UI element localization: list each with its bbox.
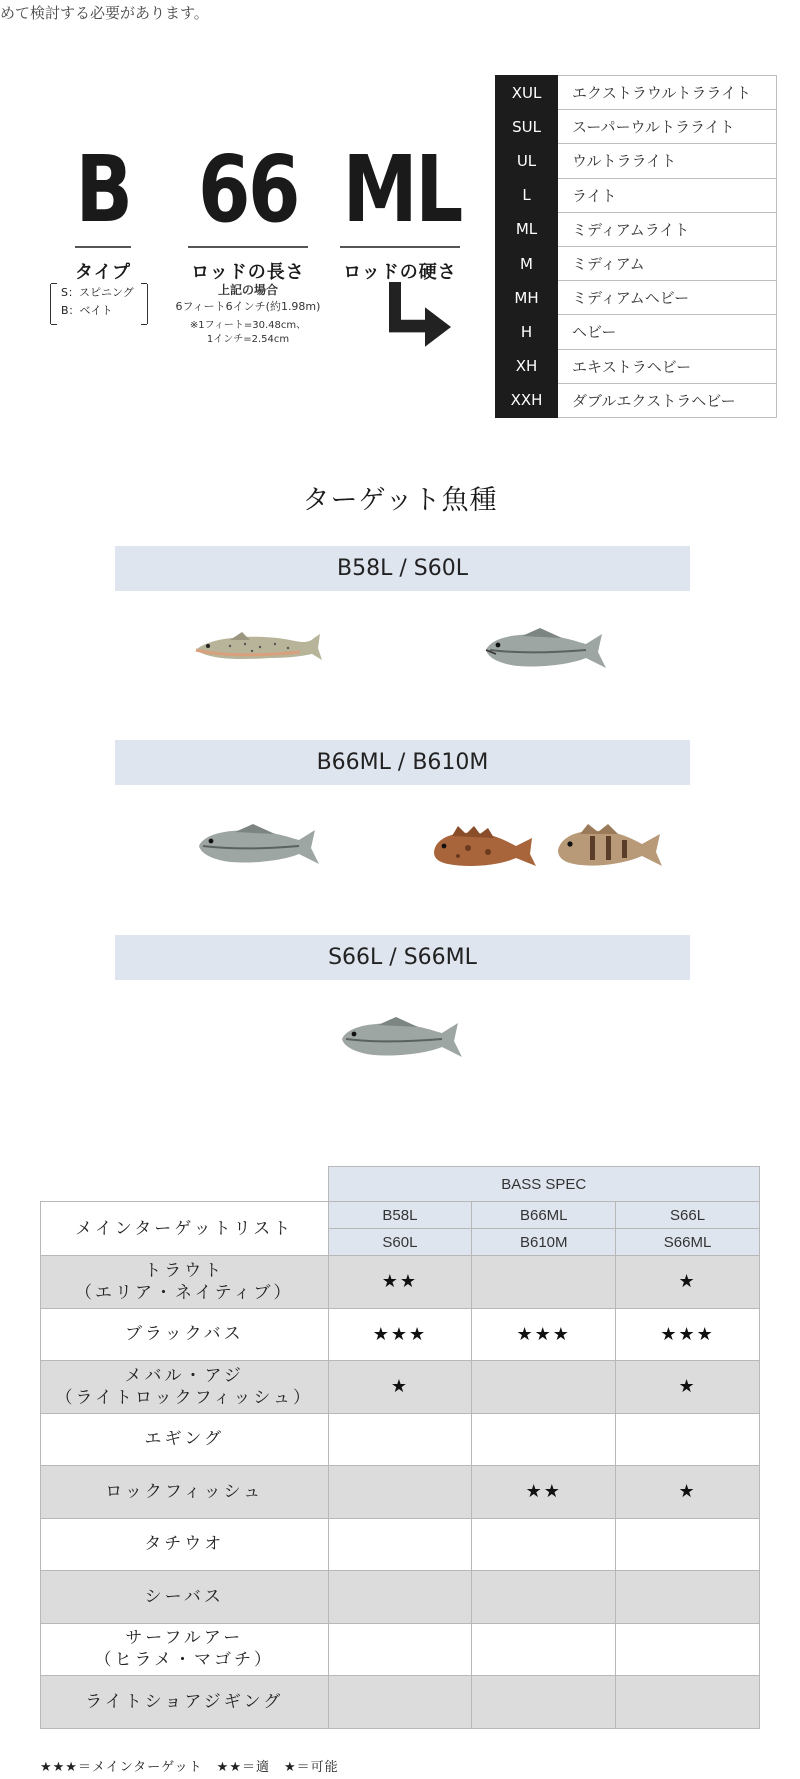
spec-corner <box>41 1167 329 1202</box>
power-row <box>496 212 777 246</box>
target-title: ターゲット魚種 <box>302 485 498 516</box>
spec-row <box>41 1623 760 1676</box>
power-name-cell: ミディアムライト <box>558 212 777 246</box>
power-code: ML <box>342 136 461 243</box>
target-label <box>41 1466 329 1519</box>
spec-row <box>41 1361 760 1414</box>
rating-cell: ★★ <box>328 1256 472 1309</box>
target-label-sub: （エリア・ネイティブ） <box>75 1282 294 1303</box>
target-label-main: メバル・アジ <box>124 1365 244 1386</box>
rating-cell: ★★★ <box>616 1308 760 1361</box>
power-name-cell: スーパーウルトラライト <box>558 110 777 144</box>
rating-cell <box>616 1518 760 1571</box>
power-code-cell: UL <box>496 144 558 178</box>
rating-cell: ★ <box>328 1361 472 1414</box>
rating-cell <box>328 1676 472 1729</box>
model-header: B66ML <box>472 1202 616 1229</box>
bass-image <box>338 1017 466 1063</box>
rating-legend: ★★★＝メインターゲット ★★＝適 ★＝可能 <box>40 1760 339 1775</box>
power-name-cell: ミディアム <box>558 246 777 280</box>
rating-cell <box>328 1413 472 1466</box>
scorpionfish-image <box>428 826 538 872</box>
power-code-cell: MH <box>496 281 558 315</box>
model-header: B610M <box>472 1229 616 1256</box>
rating-cell <box>616 1413 760 1466</box>
trout-image <box>190 626 325 668</box>
rockfish-image <box>554 822 664 872</box>
type-options <box>50 284 148 324</box>
spec-row-header: メインターゲットリスト <box>41 1202 329 1256</box>
power-row <box>496 110 777 144</box>
model-header: S66ML <box>616 1229 760 1256</box>
length-note-title: 上記の場合 <box>217 283 278 297</box>
arrow-right-icon <box>383 282 453 348</box>
target-label <box>41 1571 329 1624</box>
rating-cell <box>328 1518 472 1571</box>
type-option-bait: B：ベイト <box>61 304 113 317</box>
target-label <box>41 1413 329 1466</box>
rating-cell: ★ <box>616 1361 760 1414</box>
target-group-label: B66ML / B610M <box>115 740 690 785</box>
power-row <box>496 315 777 349</box>
target-label-sub: （ヒラメ・マゴチ） <box>94 1650 274 1671</box>
power-row <box>496 76 777 110</box>
rating-cell <box>328 1571 472 1624</box>
bass-image <box>195 824 323 870</box>
power-row <box>496 383 777 417</box>
power-code-cell: XUL <box>496 76 558 110</box>
power-code-cell: XXH <box>496 383 558 417</box>
power-name-cell: ライト <box>558 178 777 212</box>
type-label: タイプ <box>74 262 132 283</box>
model-header: S60L <box>328 1229 472 1256</box>
length-column <box>178 136 318 284</box>
spec-row <box>41 1571 760 1624</box>
spec-row <box>41 1308 760 1361</box>
power-code-cell: SUL <box>496 110 558 144</box>
rating-cell <box>472 1676 616 1729</box>
target-label-main: シーバス <box>144 1586 224 1607</box>
length-note <box>168 281 328 347</box>
spec-row <box>41 1518 760 1571</box>
target-group-label: B58L / S60L <box>115 546 690 591</box>
target-label-main: トラウト <box>144 1260 225 1281</box>
target-label <box>41 1623 329 1676</box>
target-label <box>41 1308 329 1361</box>
power-column <box>330 136 470 284</box>
rating-cell <box>472 1413 616 1466</box>
rating-cell <box>328 1466 472 1519</box>
type-option-spinning: S：スピニング <box>61 286 134 299</box>
power-name-cell: ウルトラライト <box>558 144 777 178</box>
spec-row <box>41 1413 760 1466</box>
rating-cell <box>472 1571 616 1624</box>
type-code: B <box>75 136 131 243</box>
length-note-conversion-inch: 1インチ=2.54cm <box>206 334 290 345</box>
length-label: ロッドの長さ <box>191 262 305 283</box>
rating-cell <box>472 1623 616 1676</box>
target-label <box>41 1676 329 1729</box>
power-code-cell: H <box>496 315 558 349</box>
rating-cell <box>472 1256 616 1309</box>
target-label-main: タチウオ <box>144 1534 225 1555</box>
length-divider <box>188 246 308 248</box>
power-name-cell: ミディアムヘビー <box>558 281 777 315</box>
power-name-cell: ダブルエクストラヘビー <box>558 383 777 417</box>
rating-cell <box>616 1676 760 1729</box>
power-table <box>495 75 777 418</box>
power-code-cell: M <box>496 246 558 280</box>
rating-cell <box>616 1571 760 1624</box>
rating-cell: ★ <box>616 1466 760 1519</box>
power-code-cell: XH <box>496 349 558 383</box>
power-row <box>496 349 777 383</box>
target-label-main: ライトショアジギング <box>85 1691 284 1712</box>
spec-group-header: BASS SPEC <box>328 1167 759 1202</box>
length-note-value: 6フィート6インチ(約1.98m) <box>175 300 321 313</box>
intro-text: めて検討する必要があります。 <box>0 4 209 22</box>
rating-cell: ★★★ <box>328 1308 472 1361</box>
power-name-cell: エキストラヘビー <box>558 349 777 383</box>
spec-table <box>40 1166 760 1729</box>
spec-row <box>41 1256 760 1309</box>
type-divider <box>75 246 131 248</box>
power-row <box>496 178 777 212</box>
power-code-cell: ML <box>496 212 558 246</box>
spec-row <box>41 1466 760 1519</box>
bass-image <box>482 628 610 674</box>
target-label <box>41 1361 329 1414</box>
rating-cell: ★★★ <box>472 1308 616 1361</box>
power-row <box>496 144 777 178</box>
power-divider <box>340 246 460 248</box>
spec-row <box>41 1676 760 1729</box>
power-name-cell: ヘビー <box>558 315 777 349</box>
target-label-main: エギング <box>144 1429 224 1450</box>
model-header: S66L <box>616 1202 760 1229</box>
rating-cell: ★ <box>616 1256 760 1309</box>
power-name-cell: エクストラウルトラライト <box>558 76 777 110</box>
rating-cell <box>472 1518 616 1571</box>
target-label-sub: （ライトロックフィッシュ） <box>55 1387 313 1408</box>
target-label <box>41 1256 329 1309</box>
power-row <box>496 281 777 315</box>
power-code-cell: L <box>496 178 558 212</box>
target-label-main: ロックフィッシュ <box>105 1481 264 1502</box>
power-row <box>496 246 777 280</box>
target-label-main: ブラックバス <box>124 1324 244 1345</box>
rating-cell: ★★ <box>472 1466 616 1519</box>
rating-cell <box>472 1361 616 1414</box>
model-header: B58L <box>328 1202 472 1229</box>
type-column <box>48 136 158 284</box>
target-group-label: S66L / S66ML <box>115 935 690 980</box>
target-label-main: サーフルアー <box>125 1628 244 1649</box>
power-label: ロッドの硬さ <box>343 262 457 283</box>
length-note-conversion-foot: ※1フィート=30.48cm、 <box>189 320 307 331</box>
target-label <box>41 1518 329 1571</box>
length-code: 66 <box>197 136 299 243</box>
rating-cell <box>616 1623 760 1676</box>
rating-cell <box>328 1623 472 1676</box>
